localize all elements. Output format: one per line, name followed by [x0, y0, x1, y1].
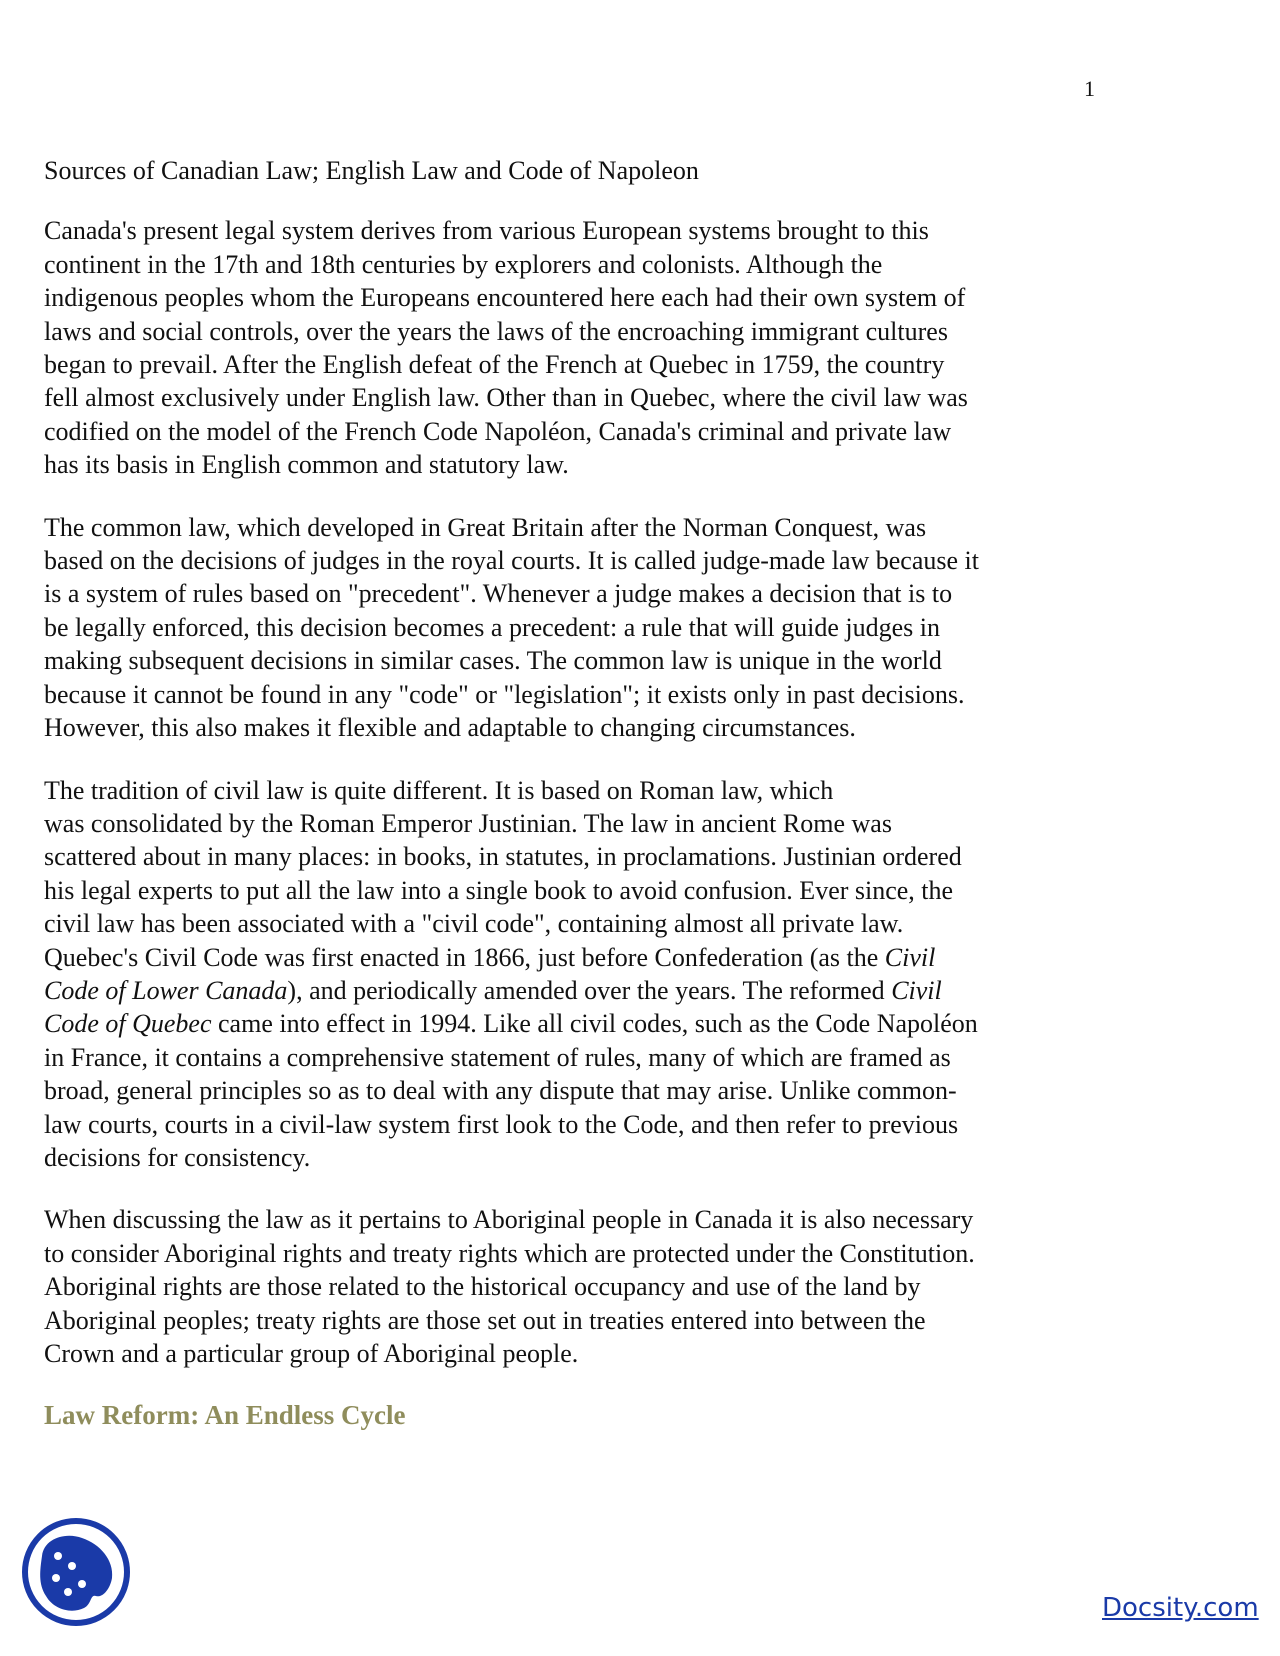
text-run: came into effect in 1994. Like all civil codes, such as the Code Napoléon [211, 1009, 978, 1039]
text-line: was consolidated by the Roman Emperor Justinian. The law in ancient Rome was [44, 808, 892, 838]
text-line: in France, it contains a comprehensive statement of rules, many of which are framed as [44, 1042, 951, 1072]
text-line: However, this also makes it flexible and adaptable to changing circumstances. [44, 713, 856, 743]
italic-run: Civil [891, 975, 942, 1005]
paragraph-3 [44, 774, 1104, 1175]
text-line: broad, general principles so as to deal with any dispute that may arise. Unlike common- [44, 1076, 957, 1106]
text-line: When discussing the law as it pertains to Aboriginal people in Canada it is also necessary [44, 1205, 974, 1235]
text-line-mixed [44, 1007, 1104, 1040]
text-run: Quebec's Civil Code was first enacted in 1866, just before Confederation (as the [44, 942, 885, 972]
section-heading: Law Reform: An Endless Cycle [44, 1400, 406, 1431]
paragraph-2 [44, 511, 1104, 745]
text-line: law courts, courts in a civil-law system first look to the Code, and then refer to previous [44, 1109, 959, 1139]
text-line: fell almost exclusively under English law. Other than in Quebec, where the civil law was [44, 383, 968, 413]
text-line: civil law has been associated with a "civil code", containing almost all private law. [44, 909, 904, 939]
text-line: to consider Aboriginal rights and treaty rights which are protected under the Constitution. [44, 1238, 975, 1268]
docsity-link[interactable]: Docsity.com [1102, 1593, 1259, 1623]
italic-run: Code of Lower Canada [44, 975, 288, 1005]
document-title: Sources of Canadian Law; English Law and Code of Napoleon [44, 156, 699, 185]
page-number: 1 [1084, 76, 1095, 101]
text-line: The common law, which developed in Great Britain after the Norman Conquest, was [44, 512, 927, 542]
text-line: has its basis in English common and statutory law. [44, 450, 569, 480]
paragraph-4 [44, 1203, 1104, 1370]
text-line: his legal experts to put all the law into a single book to avoid confusion. Ever since, the [44, 875, 954, 905]
text-line: began to prevail. After the English defeat of the French at Quebec in 1759, the country [44, 350, 945, 380]
docsity-logo-icon[interactable] [20, 1516, 132, 1628]
text-line-mixed [44, 974, 1104, 1007]
italic-run: Code of Quebec [44, 1009, 212, 1039]
text-line: indigenous peoples whom the Europeans encountered here each had their own system of [44, 283, 966, 313]
text-line: continent in the 17th and 18th centuries by explorers and colonists. Although the [44, 249, 883, 279]
text-line: The tradition of civil law is quite different. It is based on Roman law, which [44, 775, 834, 805]
text-line: Crown and a particular group of Aboriginal people. [44, 1339, 579, 1368]
text-line: laws and social controls, over the years the laws of the encroaching immigrant cultures [44, 316, 948, 346]
text-line: decisions for consistency. [44, 1142, 311, 1172]
text-line: making subsequent decisions in similar cases. The common law is unique in the world [44, 646, 942, 676]
text-line: because it cannot be found in any "code" or "legislation"; it exists only in past decisions. [44, 679, 965, 709]
text-line: scattered about in many places: in books, in statutes, in proclamations. Justinian ordered [44, 842, 962, 872]
text-line-mixed [44, 941, 1104, 974]
text-line: Aboriginal peoples; treaty rights are those set out in treaties entered into between the [44, 1305, 926, 1335]
paragraph-1 [44, 214, 1104, 481]
text-line: is a system of rules based on "precedent". Whenever a judge makes a decision that is to [44, 579, 953, 609]
text-line: be legally enforced, this decision becomes a precedent: a rule that will guide judges in [44, 612, 940, 642]
text-run: ), and periodically amended over the years. The reformed [287, 975, 892, 1005]
italic-run: Civil [884, 942, 936, 972]
text-line: codified on the model of the French Code Napoléon, Canada's criminal and private law [44, 416, 952, 446]
text-line: based on the decisions of judges in the royal courts. It is called judge-made law because it [44, 546, 979, 576]
text-line: Canada's present legal system derives from various European systems brought to this [44, 216, 929, 246]
document-body [44, 154, 1104, 1433]
text-line: Aboriginal rights are those related to the historical occupancy and use of the land by [44, 1272, 921, 1302]
